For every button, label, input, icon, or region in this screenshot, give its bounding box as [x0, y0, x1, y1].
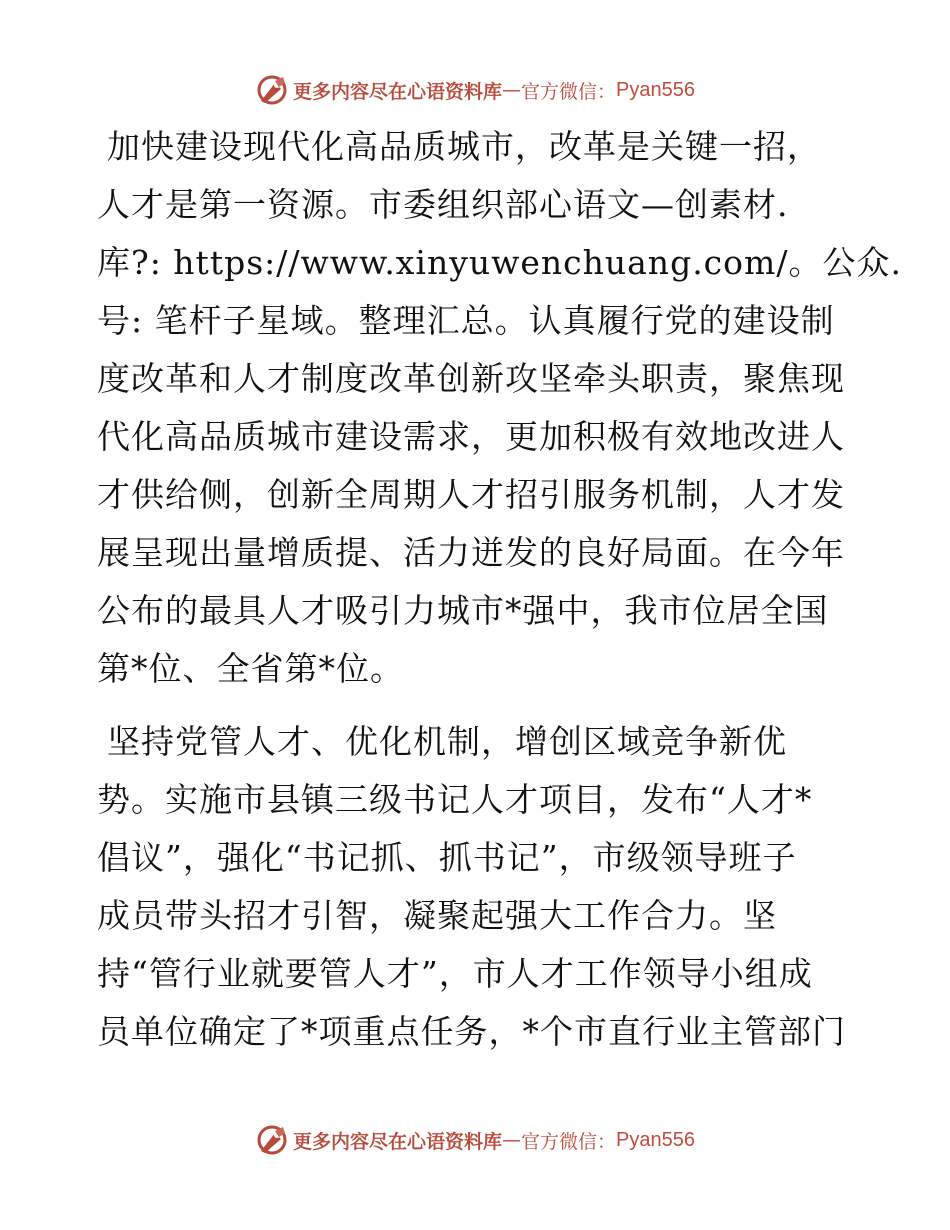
banner-dash: —: [502, 1129, 522, 1151]
text-line: 第*位、全省第*位。: [97, 649, 404, 688]
text-line: 公布的最具人才吸引力城市*强中，我市位居全国: [97, 591, 829, 630]
banner-wechat-label: 官方微信：: [521, 1130, 617, 1153]
text-line: 持“管行业就要管人才”，市人才工作领导小组成: [97, 954, 813, 993]
pen-logo-icon: [255, 73, 289, 107]
text-line: 坚持党管人才、优化机制，增创区域竞争新优: [107, 722, 787, 761]
text-line: 倡议”，强化“书记抓、抓书记”，市级领导班子: [97, 838, 797, 877]
text-line: 库?: https://www.xinyuwenchuang.com/。公众.: [97, 243, 902, 282]
document-body: [97, 118, 902, 1061]
text-line: 才供给侧，创新全周期人才招引服务机制，人才发: [97, 475, 845, 514]
paragraph-gap: [97, 698, 857, 713]
banner-brand-text: 更多内容尽在心语资料库: [293, 80, 503, 103]
text-line: 员单位确定了*项重点任务，*个市直行业主管部门: [97, 1012, 846, 1051]
text-line: 度改革和人才制度改革创新攻坚牵头职责，聚焦现: [97, 359, 845, 398]
banner-dash: —: [502, 79, 522, 101]
paragraph-2: [97, 713, 857, 1061]
text-line: 加快建设现代化高品质城市，改革是关键一招，: [107, 127, 821, 166]
text-line: 成员带头招才引智，凝聚起强大工作合力。坚: [97, 896, 777, 935]
text-line: 展呈现出量增质提、活力迸发的良好局面。在今年: [97, 533, 845, 572]
header-banner: [0, 70, 950, 110]
banner-wechat-id: Pyan556: [616, 1128, 695, 1151]
banner-wechat-label: 官方微信：: [521, 80, 617, 103]
footer-banner: [0, 1120, 950, 1160]
pen-logo-icon: [255, 1123, 289, 1157]
text-line: 号: 笔杆子星域。整理汇总。认真履行党的建设制: [97, 301, 835, 340]
text-line: 代化高品质城市建设需求，更加积极有效地改进人: [97, 417, 845, 456]
banner-brand-text: 更多内容尽在心语资料库: [293, 1130, 503, 1153]
banner-wechat-id: Pyan556: [616, 78, 695, 101]
paragraph-1: [97, 118, 902, 698]
text-line: 势。实施市县镇三级书记人才项目，发布“人才*: [97, 780, 813, 819]
text-line: 人才是第一资源。市委组织部心语文—创素材.: [97, 185, 789, 224]
